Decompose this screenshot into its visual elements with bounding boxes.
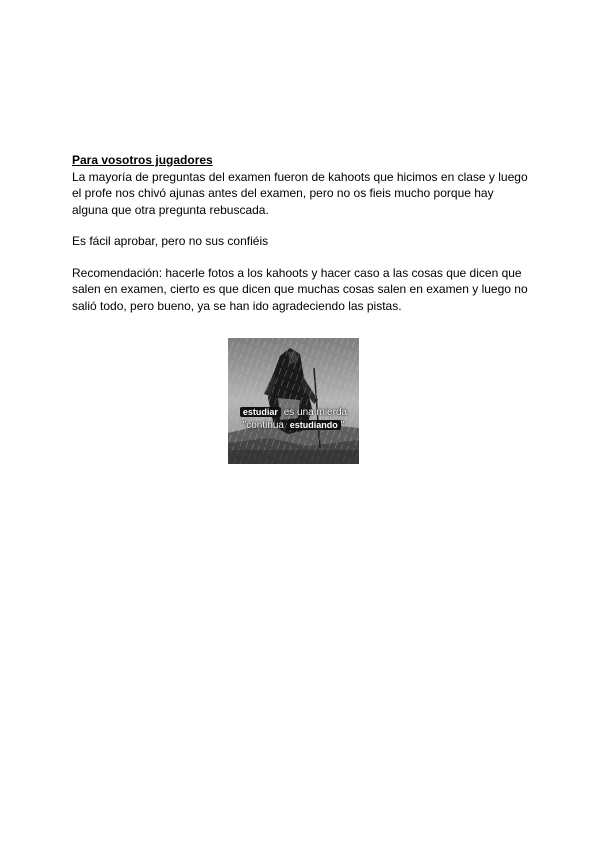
paragraph-kahoots: La mayoría de preguntas del examen fueron de kahoots que hicimos en clase y luego el profe nos chivó ajunas antes del examen, pero no os fieis mucho porque hay alguna que otra pregunta rebuscada. — [72, 169, 528, 217]
meme-tag-estudiando: estudiando — [287, 420, 341, 430]
paragraph-spacer — [72, 250, 532, 265]
meme-tag-estudiar: estudiar — [240, 407, 281, 417]
paragraph-easy-pass: Es fácil aprobar, pero no sus confiéis — [72, 234, 269, 248]
paragraph-recommendation: Recomendación: hacerle fotos a los kahoots y hacer caso a las cosas que dicen que salen en examen, cierto es que dicen que muchas cosas salen en examen y luego no salió todo, pero bueno, ya se han ido agradeciendo las pistas. — [72, 265, 528, 313]
meme-caption-text: " — [340, 420, 345, 431]
document-body — [72, 152, 532, 314]
meme-caption-text: "continua — [242, 420, 287, 431]
meme-caption-line-2 — [228, 419, 359, 432]
meme-caption-line-1 — [228, 406, 359, 419]
meme-image — [228, 338, 359, 464]
document-heading: Para vosotros jugadores — [72, 153, 213, 167]
meme-caption-text: es una mierda — [280, 407, 348, 418]
paragraph-spacer — [72, 218, 532, 233]
meme-background-illustration — [228, 338, 359, 464]
